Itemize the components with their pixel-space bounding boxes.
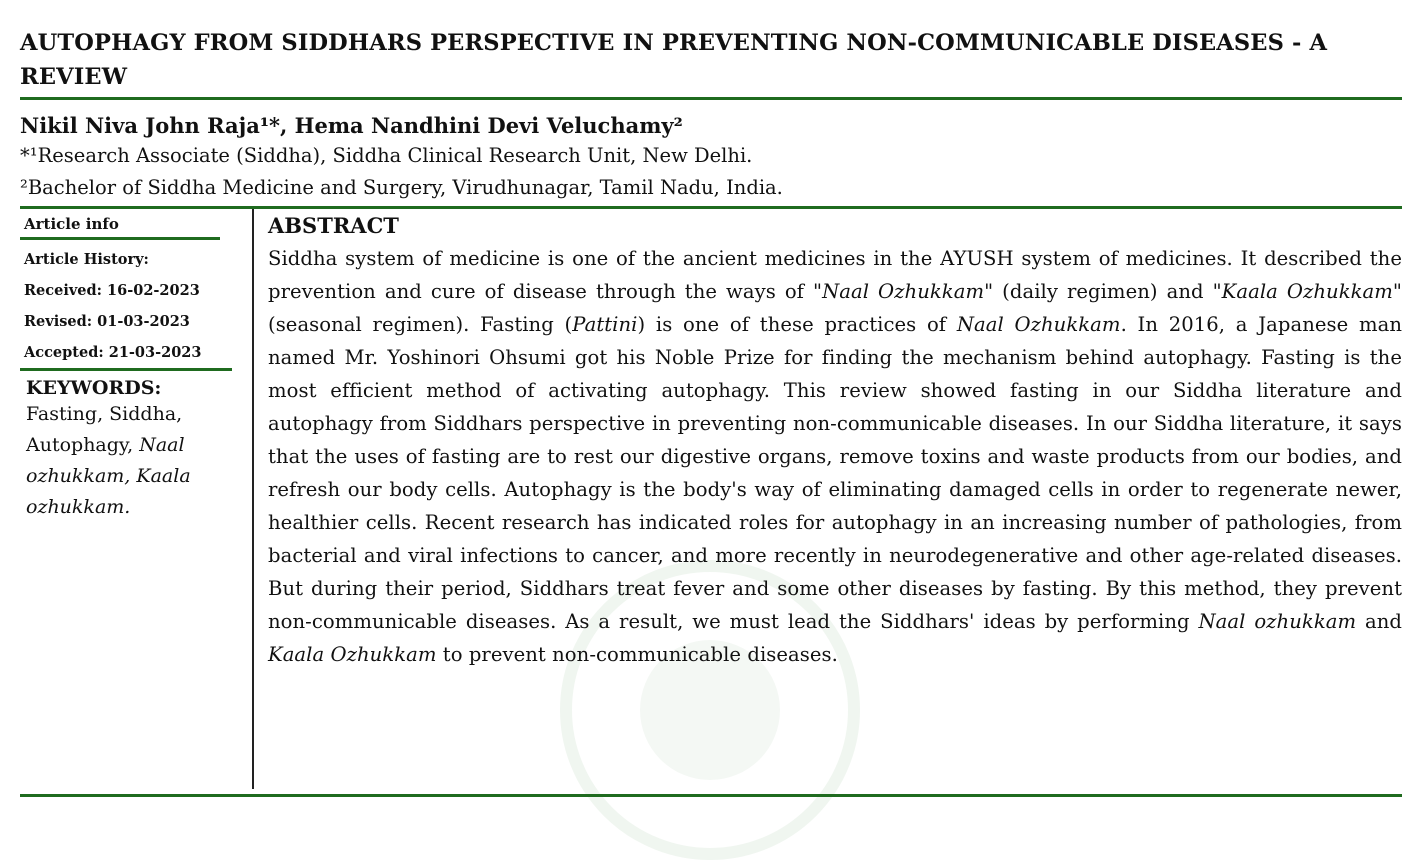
abstract-section	[254, 209, 1402, 789]
keywords-list	[20, 399, 226, 523]
received-date: Received: 16-02-2023	[24, 282, 200, 299]
abstract-heading: ABSTRACT	[268, 213, 399, 238]
history-label: Article History:	[24, 251, 149, 268]
affiliation-1: *¹Research Associate (Siddha), Siddha Clinical Research Unit, New Delhi.	[20, 144, 753, 167]
revised-date: Revised: 01-03-2023	[24, 313, 190, 330]
keywords-heading: KEYWORDS:	[26, 377, 162, 399]
author-block	[20, 112, 1402, 209]
keywords-plain: Fasting, Siddha, Autophagy,	[26, 403, 183, 456]
article-history	[20, 240, 232, 371]
affiliation-2: ²Bachelor of Siddha Medicine and Surgery, Virudhunagar, Tamil Nadu, India.	[20, 176, 783, 199]
keyword-naal-ozhukkam: Naal ozhukkam,	[26, 434, 185, 487]
abstract-text: Siddha system of medicine is one of the ancient medicines in the AYUSH system of medicines. It described the prevention and cure of disease through the ways of "Naal Ozhukkam" (daily regimen) and "Kaala Ozhukkam" (seasonal regimen). Fasting (Pattini) is one of these practices of Naal Ozhukkam. In 2016, a Japanese man named Mr. Yoshinori Ohsumi got his Noble Prize for finding the mechanism behind autophagy. Fasting is the most efficient method of activating autophagy. This review showed fasting in our Siddha literature and autophagy from Siddhars perspective in preventing non-communicable diseases. In our Siddha literature, it says that the uses of fasting are to rest our digestive organs, remove toxins and waste products from our bodies, and refresh our body cells. Autophagy is the body's way of eliminating damaged cells in order to regenerate newer, healthier cells. Recent research has indicated roles for autophagy in an increasing number of pathologies, from bacterial and viral infections to cancer, and more recently in neurodegenerative and other age-related diseases. But during their period, Siddhars treat fever and some other diseases by fasting. By this method, they prevent non-communicable diseases. As a result, we must lead the Siddhars' ideas by performing Naal ozhukkam and Kaala Ozhukkam to prevent non-communicable diseases.	[268, 247, 1402, 666]
article-body	[20, 209, 1402, 789]
accepted-date: Accepted: 21-03-2023	[24, 344, 202, 361]
paper-page	[20, 26, 1402, 789]
keyword-kaala-ozhukkam: Kaala ozhukkam.	[26, 465, 191, 518]
article-info-sidebar	[20, 209, 254, 789]
bottom-rule	[20, 794, 1402, 797]
author-list: Nikil Niva John Raja¹*, Hema Nandhini Devi Veluchamy²	[20, 113, 683, 138]
article-info-heading: Article info	[20, 209, 220, 240]
paper-title: AUTOPHAGY FROM SIDDHARS PERSPECTIVE IN PREVENTING NON-COMMUNICABLE DISEASES - A REVIEW	[20, 26, 1402, 100]
